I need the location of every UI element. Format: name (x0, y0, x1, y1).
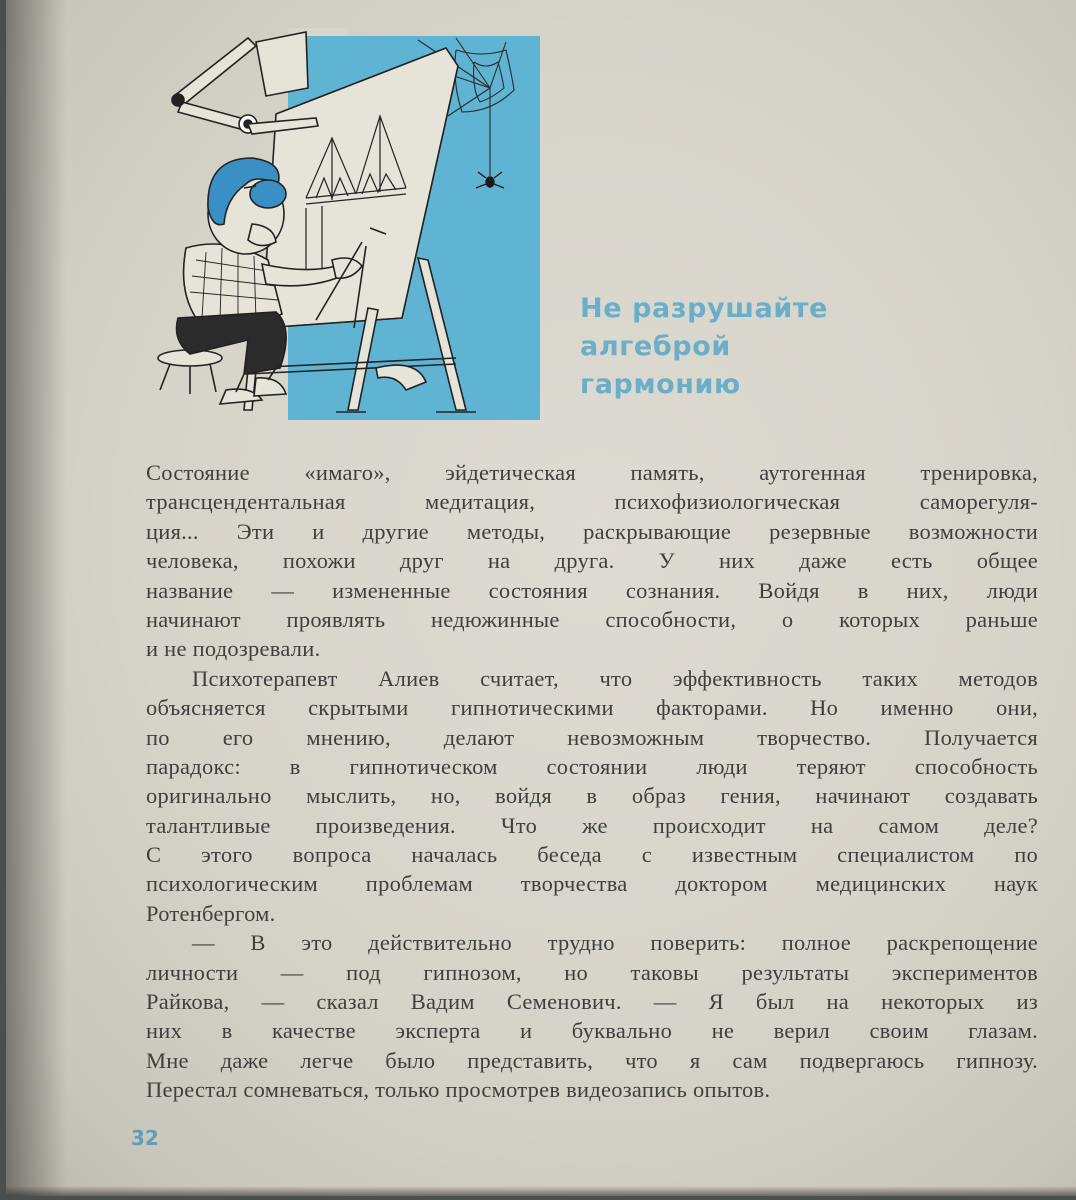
text-line: Состояние «имаго», эйдетическая память, аутогенная тренировка, (146, 460, 1038, 485)
page-gutter-shadow (6, 0, 66, 1196)
text-line: Ротенбергом. (146, 900, 276, 926)
text-line: и не подозревали. (146, 636, 321, 662)
text-line: талантливые произведения. Что же происходит на самом деле? (146, 812, 1038, 838)
text-line: Райкова, — сказал Вадим Семенович. — Я был на некоторых из (146, 989, 1038, 1015)
text-line: объясняется скрытыми гипнотическими факторами. Но именно они, (146, 695, 1038, 721)
text-line: человека, похожи друг на друга. У них даже есть общее (146, 548, 1038, 574)
text-line: начинают проявлять недюжинные способности, о которых раньше (146, 606, 1038, 632)
text-line: Мне даже легче было представить, что я сам подвергаюсь гипнозу. (146, 1047, 1038, 1073)
paragraph-2 (146, 664, 1038, 929)
title-line: Не разрушайте (580, 293, 829, 324)
text-line: парадокс: в гипнотическом состоянии люди теряют способность (146, 753, 1038, 779)
text-line: название — измененные состояния сознания. Войдя в них, люди (146, 577, 1038, 603)
text-line: С этого вопроса началась беседа с известным специалистом по (146, 842, 1038, 868)
paragraph-1 (146, 458, 1038, 664)
page-number: 32 (131, 1126, 159, 1150)
text-line: ция... Эти и другие методы, раскрывающие резервные возможности (146, 518, 1038, 544)
text-line: них в качестве эксперта и буквально не верил своим глазам. (146, 1018, 1038, 1044)
paragraph-3 (146, 928, 1038, 1104)
text-line: — В это действительно трудно поверить: полное раскрепощение (192, 930, 1038, 956)
title-line: алгеброй (580, 331, 731, 362)
text-line: Психотерапевт Алиев считает, что эффективность таких методов (192, 665, 1038, 691)
title-line: гармонию (580, 369, 741, 400)
article-title (580, 290, 900, 404)
text-line: личности — под гипнозом, но таковы результаты экспериментов (146, 959, 1038, 985)
text-line: по его мнению, делают невозможным творчество. Получается (146, 724, 1038, 750)
drafting-cartoon-illustration (156, 28, 546, 420)
text-line: психологическим проблемам творчества доктором медицинских наук (146, 871, 1038, 897)
book-page (6, 0, 1076, 1196)
text-line: оригинально мыслить, но, войдя в образ гения, начинают создавать (146, 783, 1038, 809)
text-line: Перестал сомневаться, только просмотрев видеозапись опытов. (146, 1077, 771, 1103)
article-body (146, 458, 1038, 1105)
page-bottom-edge (6, 1186, 1076, 1196)
text-line: трансцендентальная медитация, психофизиологическая саморегуля- (146, 489, 1038, 515)
